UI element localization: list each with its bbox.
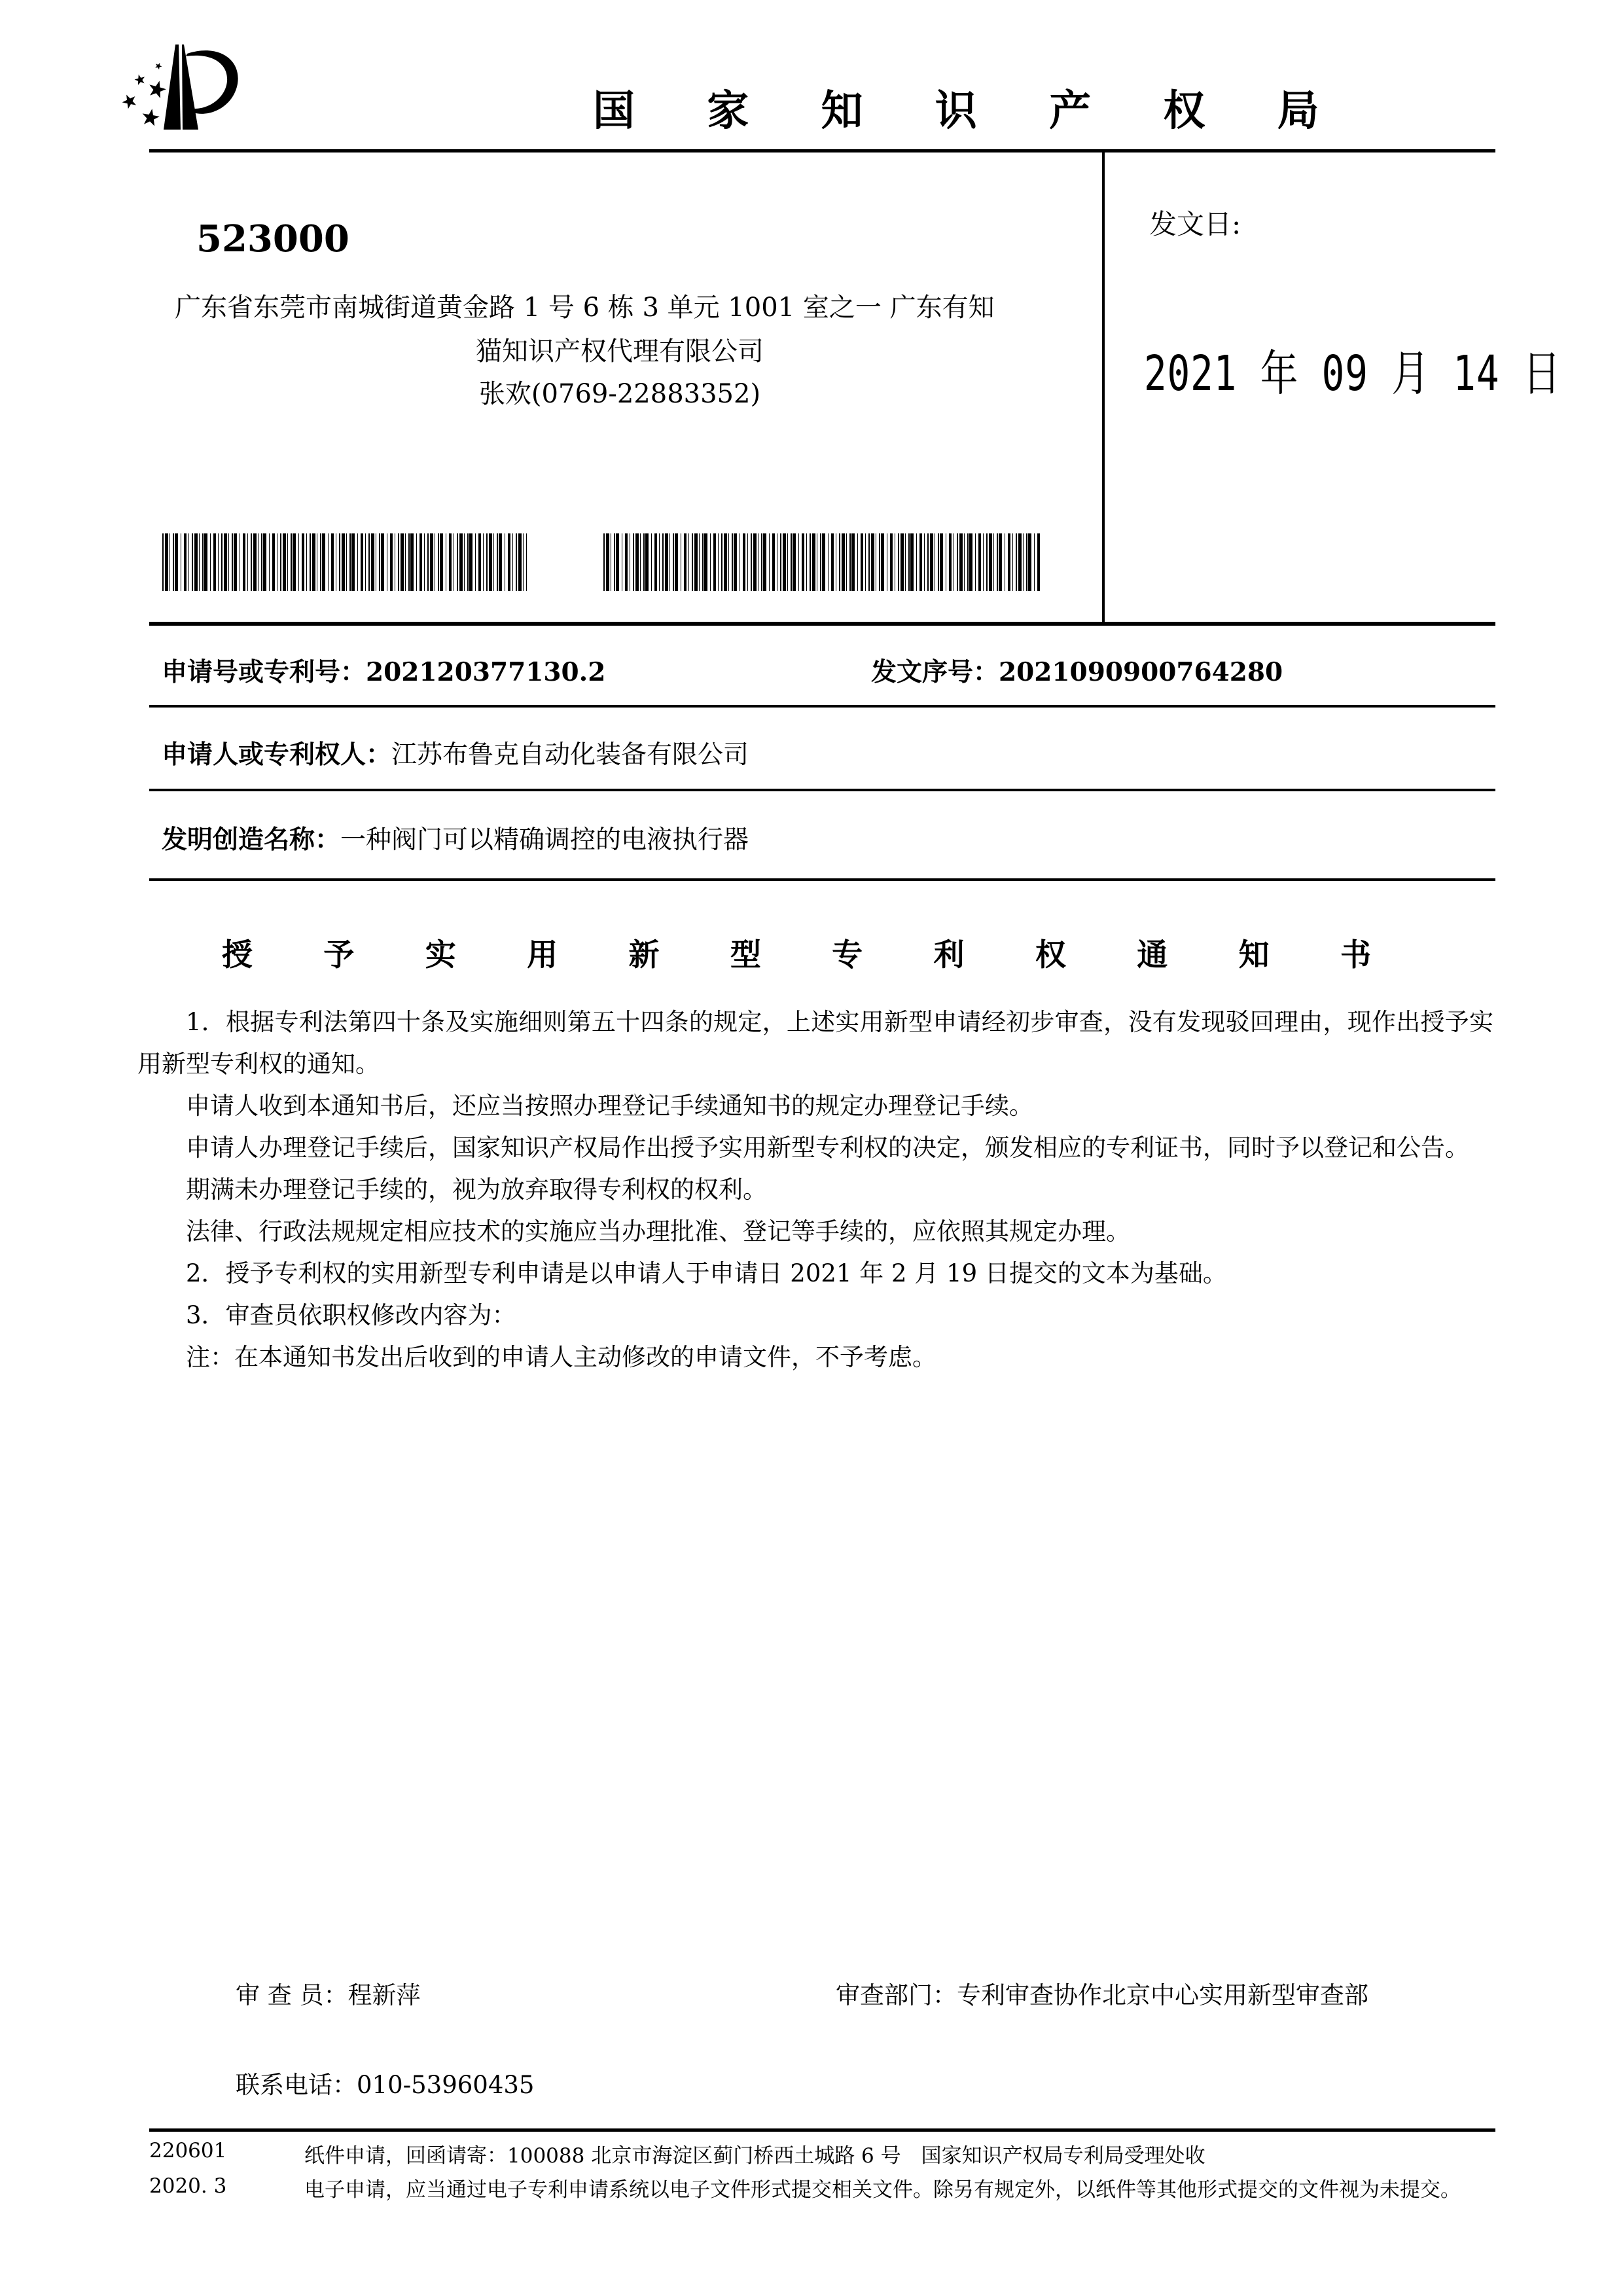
header-vertical-divider bbox=[1102, 149, 1105, 622]
barcode-application-number bbox=[162, 533, 527, 591]
dispatch-date-label: 发文日: bbox=[1149, 208, 1241, 240]
section-rule-4 bbox=[149, 878, 1495, 881]
form-version: 2020. 3 bbox=[149, 2174, 227, 2198]
invention-title-row bbox=[162, 819, 749, 856]
department-row bbox=[836, 1975, 1368, 2011]
contact-phone-row bbox=[236, 2065, 534, 2100]
application-number-label: 申请号或专利号： bbox=[162, 657, 366, 687]
invention-title-value: 一种阀门可以精确调控的电液执行器 bbox=[340, 825, 749, 855]
applicant-row bbox=[162, 734, 749, 771]
applicant-value: 江苏布鲁克自动化装备有限公司 bbox=[391, 740, 749, 770]
barcode-serial-number bbox=[603, 533, 1042, 591]
postal-code: 523000 bbox=[196, 217, 349, 260]
serial-number-label: 发文序号： bbox=[871, 657, 999, 687]
section-rule-3 bbox=[149, 789, 1495, 791]
serial-number-value: 2021090900764280 bbox=[999, 657, 1283, 687]
notice-paragraph: 2．授予专利权的实用新型专利申请是以申请人于申请日 2021 年 2 月 19 日提交的文本为基础。 bbox=[186, 1259, 1227, 1287]
serial-number-row bbox=[871, 652, 1283, 689]
logo-star bbox=[154, 62, 163, 70]
logo-blade-left bbox=[164, 45, 181, 130]
header-rule bbox=[149, 149, 1495, 152]
section-rule-2 bbox=[149, 705, 1495, 708]
notice-paragraph: 法律、行政法规规定相应技术的实施应当办理批准、登记等手续的，应依照其规定办理。 bbox=[186, 1217, 1130, 1246]
application-number-value: 202120377130.2 bbox=[366, 657, 606, 687]
cnipa-logo-icon bbox=[98, 26, 242, 177]
logo-star bbox=[134, 73, 147, 86]
examiner-label: 审 查 员： bbox=[236, 1981, 348, 2009]
applicant-label: 申请人或专利权人： bbox=[162, 740, 392, 770]
logo-star bbox=[147, 79, 168, 99]
notice-paragraph: 申请人收到本通知书后，还应当按照办理登记手续通知书的规定办理登记手续。 bbox=[186, 1092, 1033, 1120]
footer-rule bbox=[149, 2128, 1495, 2132]
footer-paper-filing-note: 纸件申请，回函请寄：100088 北京市海淀区蓟门桥西土城路 6 号 国家知识产权局专利局受理处收 bbox=[304, 2144, 1205, 2168]
application-number-row bbox=[162, 652, 605, 689]
recipient-address-line2: 猫知识产权代理有限公司 bbox=[476, 336, 764, 367]
notice-paragraph: 注：在本通知书发出后收到的申请人主动修改的申请文件，不予考虑。 bbox=[186, 1343, 936, 1371]
dispatch-date-value: 2021 年 09 月 14 日 bbox=[1144, 346, 1561, 402]
contact-phone-value: 010-53960435 bbox=[357, 2071, 535, 2099]
notice-title: 授 予 实 用 新 型 专 利 权 通 知 书 bbox=[222, 937, 1401, 973]
contact-phone-label: 联系电话： bbox=[236, 2071, 357, 2099]
invention-title-label: 发明创造名称： bbox=[162, 825, 341, 855]
recipient-contact: 张欢(0769-22883352) bbox=[478, 379, 761, 409]
section-rule-1 bbox=[149, 622, 1495, 626]
footer-electronic-filing-note: 电子申请，应当通过电子专利申请系统以电子文件形式提交相关文件。除另有规定外，以纸件等其他形式提交的文件视为未提交。 bbox=[304, 2178, 1461, 2202]
examiner-name: 程新萍 bbox=[348, 1981, 421, 2009]
department-value: 专利审查协作北京中心实用新型审查部 bbox=[957, 1981, 1368, 2009]
logo-blade-right bbox=[182, 45, 198, 130]
form-code: 220601 bbox=[149, 2139, 227, 2162]
examiner-row bbox=[236, 1975, 421, 2011]
department-label: 审查部门： bbox=[836, 1981, 957, 2009]
logo-star bbox=[141, 107, 161, 127]
notice-body bbox=[137, 1001, 1493, 1378]
notice-paragraph: 3．审查员依职权修改内容为： bbox=[186, 1301, 516, 1329]
recipient-address-line1: 广东省东莞市南城街道黄金路 1 号 6 栋 3 单元 1001 室之一 广东有知 bbox=[175, 293, 995, 323]
logo-star bbox=[120, 92, 139, 110]
notice-paragraph: 1．根据专利法第四十条及实施细则第五十四条的规定，上述实用新型申请经初步审查，没有发现驳回理由，现作出授予实用新型专利权的通知。 bbox=[137, 1008, 1493, 1078]
notice-paragraph: 申请人办理登记手续后，国家知识产权局作出授予实用新型专利权的决定，颁发相应的专利证书，同时予以登记和公告。 bbox=[186, 1134, 1469, 1162]
notice-paragraph: 期满未办理登记手续的，视为放弃取得专利权的权利。 bbox=[186, 1175, 767, 1204]
agency-title: 国 家 知 识 产 权 局 bbox=[593, 86, 1348, 135]
